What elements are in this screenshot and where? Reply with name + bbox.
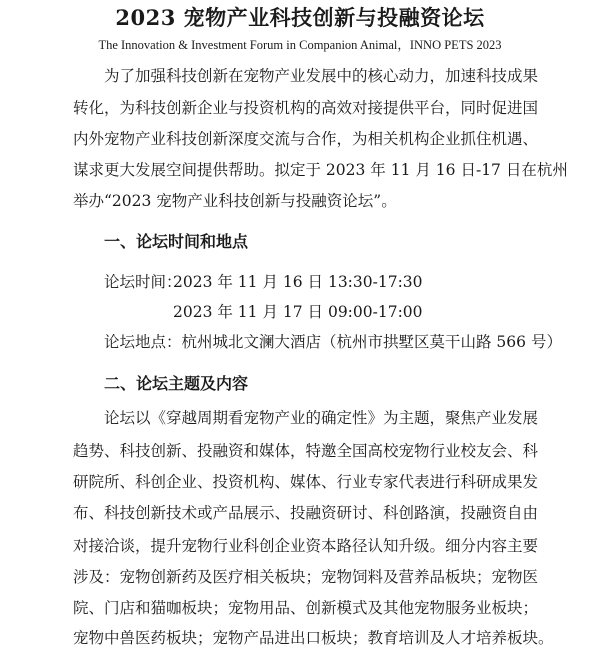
page-subtitle: The Innovation & Investment Forum in Companion Animal，INNO PETS 2023 [98,38,502,52]
body-line: 论坛以《穿越周期看宠物产业的确定性》为主题，聚焦产业发展 [104,409,539,427]
intro-line: 转化，为科技创新企业与投资机构的高效对接提供平台，同时促进国 [73,99,539,117]
time-value: 2023 年 11 月 17 日 09:00-17:00 [173,303,423,321]
intro-line: 谋求更大发展空间提供帮助。拟定于 2023 年 11 月 16 日-17 日在杭州 [73,161,568,179]
section-heading: 一、论坛时间和地点 [104,232,249,251]
body-line: 院、门店和猫咖板块；宠物用品、创新模式及其他宠物服务业板块； [73,599,539,617]
body-line: 涉及：宠物创新药及医疗相关板块；宠物饲料及营养品板块；宠物医 [73,568,539,586]
body-line: 研院所、科创企业、投资机构、媒体、行业专家代表进行科研成果发 [73,473,539,491]
intro-line: 为了加强科技创新在宠物产业发展中的核心动力，加速科技成果 [104,67,539,85]
body-line: 宠物中兽医药板块；宠物产品进出口板块；教育培训及人才培养板块。 [73,629,554,647]
venue-line: 论坛地点：杭州城北文澜大酒店（杭州市拱墅区莫干山路 566 号） [104,333,562,351]
intro-line: 内外宠物产业科技创新深度交流与合作，为相关机构企业抓住机遇、 [73,130,539,148]
body-line: 对接洽谈，提升宠物行业科创企业资本路径认知升级。细分内容主要 [73,537,539,555]
body-line: 布、科技创新技术或产品展示、投融资研讨、科创路演，投融资自由 [73,504,539,522]
page-title: 2023 宠物产业科技创新与投融资论坛 [115,5,485,30]
body-line: 趋势、科技创新、投融资和媒体，特邀全国高校宠物行业校友会、科 [73,442,539,460]
intro-line: 举办“2023 宠物产业科技创新与投融资论坛”。 [73,192,397,210]
section-heading: 二、论坛主题及内容 [104,374,249,393]
time-value: 2023 年 11 月 16 日 13:30-17:30 [173,273,423,291]
time-label: 论坛时间： [104,273,182,291]
